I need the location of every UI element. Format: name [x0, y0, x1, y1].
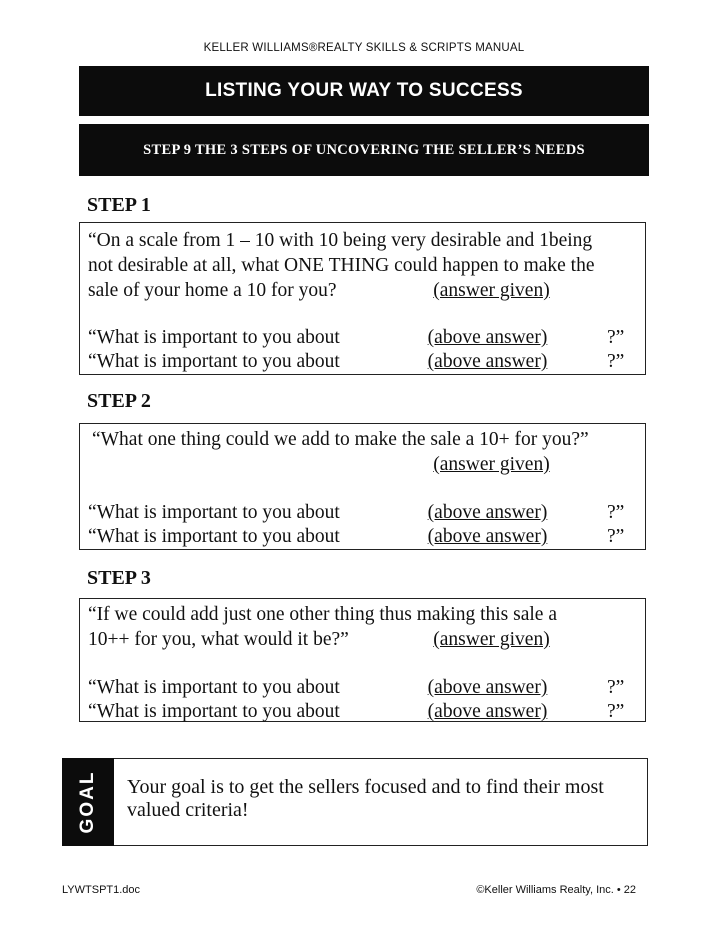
- step-3-followup-1-blank: (above answer): [427, 677, 548, 698]
- step-2-box: [79, 423, 646, 550]
- goal-text-line-2: valued criteria!: [127, 799, 249, 821]
- step-1-question-line-2: not desirable at all, what ONE THING could happen to make the: [88, 255, 595, 276]
- page-header: KELLER WILLIAMS®REALTY SKILLS & SCRIPTS MANUAL: [203, 42, 525, 54]
- goal-tab: [62, 758, 114, 846]
- step-1-followup-2-suffix: ?”: [607, 351, 625, 372]
- step-2-followup-2-blank: (above answer): [427, 526, 548, 547]
- step-3-question-line-2: 10++ for you, what would it be?”: [88, 629, 349, 650]
- step-3-followup-1-prefix: “What is important to you about: [88, 677, 340, 698]
- page-title: LISTING YOUR WAY TO SUCCESS: [205, 80, 523, 101]
- step-3-followup-1-suffix: ?”: [607, 677, 625, 698]
- step-1-answer-blank: (answer given): [433, 280, 550, 301]
- step-2-followup-1-suffix: ?”: [607, 502, 625, 523]
- step-3-answer-blank: (answer given): [433, 629, 550, 650]
- step-2-followup-2-prefix: “What is important to you about: [88, 526, 340, 547]
- step-3-label: STEP 3: [87, 567, 151, 589]
- goal-text: [127, 776, 642, 822]
- step-2-answer-blank: (answer given): [433, 454, 550, 475]
- step-2-question-line-1: “What one thing could we add to make the sale a 10+ for you?”: [92, 429, 589, 450]
- step-2-followup-1-blank: (above answer): [427, 502, 548, 523]
- step-2-followup-2-suffix: ?”: [607, 526, 625, 547]
- step-3-box: [79, 598, 646, 722]
- footer-filename: LYWTSPT1.doc: [62, 884, 141, 896]
- step-3-followup-2-prefix: “What is important to you about: [88, 701, 340, 722]
- step-1-followup-2-prefix: “What is important to you about: [88, 351, 340, 372]
- step-1-box: [79, 222, 646, 375]
- step-2-followup-1-prefix: “What is important to you about: [88, 502, 340, 523]
- step-3-question-line-1: “If we could add just one other thing thus making this sale a: [88, 604, 557, 625]
- step-1-question-line-3: sale of your home a 10 for you?: [88, 280, 337, 301]
- goal-tab-label: GOAL: [77, 770, 98, 834]
- subtitle-banner: [79, 124, 649, 176]
- step-2-label: STEP 2: [87, 390, 151, 412]
- step-1-label: STEP 1: [87, 194, 151, 216]
- step-1-followup-1-prefix: “What is important to you about: [88, 327, 340, 348]
- page-subtitle: STEP 9 THE 3 STEPS OF UNCOVERING THE SELLER’S NEEDS: [143, 141, 585, 158]
- title-banner: [79, 66, 649, 116]
- goal-text-line-1: Your goal is to get the sellers focused and to find their most: [127, 776, 604, 798]
- step-1-followup-1-suffix: ?”: [607, 327, 625, 348]
- step-1-followup-1-blank: (above answer): [427, 327, 548, 348]
- step-1-question-line-1: “On a scale from 1 – 10 with 10 being very desirable and 1being: [88, 230, 593, 251]
- step-3-followup-2-blank: (above answer): [427, 701, 548, 722]
- step-1-followup-2-blank: (above answer): [427, 351, 548, 372]
- step-3-followup-2-suffix: ?”: [607, 701, 625, 722]
- footer-copyright: ©Keller Williams Realty, Inc. • 22: [476, 884, 636, 896]
